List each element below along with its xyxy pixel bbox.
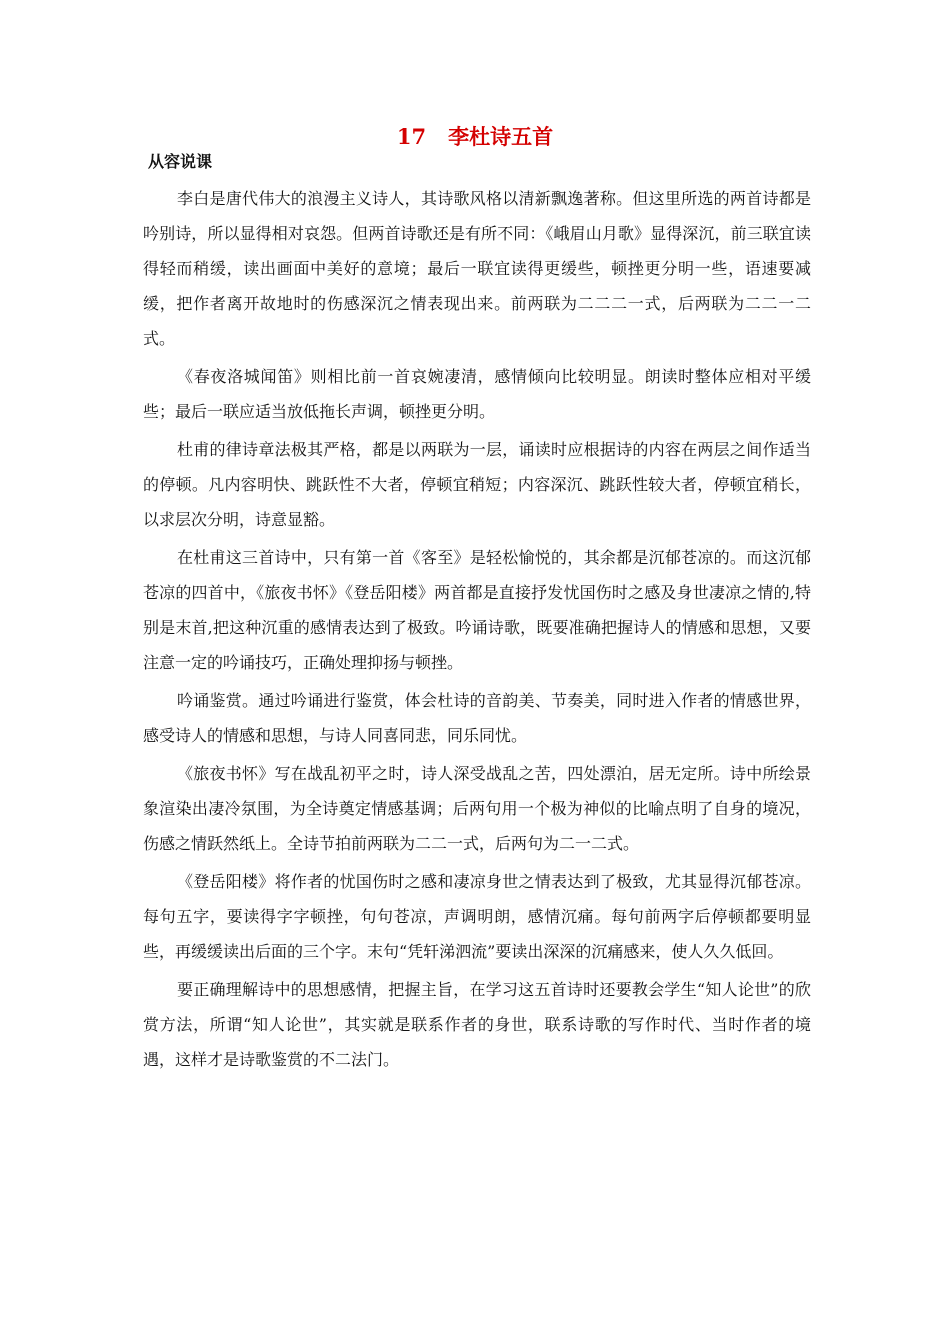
paragraph: 《旅夜书怀》写在战乱初平之时，诗人深受战乱之苦，四处漂泊，居无定所。诗中所绘景象渲染出凄冷氛围，为全诗奠定情感基调；后两句用一个极为神似的比喻点明了自身的境况，伤感之情跃然纸上。全诗节拍前两联为二二一式，后两句为二一二式。 <box>143 764 811 853</box>
document-body <box>143 181 811 1080</box>
paragraph: 要正确理解诗中的思想感情，把握主旨，在学习这五首诗时还要教会学生“知人论世”的欣赏方法，所谓“知人论世”，其实就是联系作者的身世，联系诗歌的写作时代、当时作者的境遇，这样才是诗歌鉴赏的不二法门。 <box>143 980 811 1069</box>
title-number: 17 <box>396 124 427 149</box>
title-text: 李杜诗五首 <box>448 125 554 149</box>
paragraph: 杜甫的律诗章法极其严格，都是以两联为一层，诵读时应根据诗的内容在两层之间作适当的停顿。凡内容明快、跳跃性不大者，停顿宜稍短；内容深沉、跳跃性较大者，停顿宜稍长，以求层次分明，诗意显豁。 <box>143 440 811 529</box>
section-heading: 从容说课 <box>148 152 213 171</box>
paragraph: 李白是唐代伟大的浪漫主义诗人，其诗歌风格以清新飘逸著称。但这里所选的两首诗都是吟别诗，所以显得相对哀怨。但两首诗歌还是有所不同：《峨眉山月歌》显得深沉，前三联宜读得轻而稍缓，读出画面中美好的意境；最后一联宜读得更缓些，顿挫更分明一些，语速要减缓，把作者离开故地时的伤感深沉之情表现出来。前两联为二二二一式，后两联为二二一二式。 <box>143 189 811 348</box>
paragraph: 吟诵鉴赏。通过吟诵进行鉴赏，体会杜诗的音韵美、节奏美，同时进入作者的情感世界，感受诗人的情感和思想，与诗人同喜同悲，同乐同忧。 <box>143 691 811 745</box>
paragraph: 《春夜洛城闻笛》则相比前一首哀婉凄清，感情倾向比较明显。朗读时整体应相对平缓些；最后一联应适当放低拖长声调，顿挫更分明。 <box>143 367 811 421</box>
document-title <box>0 122 950 152</box>
paragraph: 在杜甫这三首诗中，只有第一首《客至》是轻松愉悦的，其余都是沉郁苍凉的。而这沉郁苍凉的四首中，《旅夜书怀》《登岳阳楼》两首都是直接抒发忧国伤时之感及身世凄凉之情的,特别是末首,把这种沉重的感情表达到了极致。吟诵诗歌，既要准确把握诗人的情感和思想，又要注意一定的吟诵技巧，正确处理抑扬与顿挫。 <box>143 548 811 672</box>
paragraph: 《登岳阳楼》将作者的忧国伤时之感和凄凉身世之情表达到了极致，尤其显得沉郁苍凉。每句五字，要读得字字顿挫，句句苍凉，声调明朗，感情沉痛。每句前两字后停顿都要明显些，再缓缓读出后面的三个字。末句“凭轩涕泗流”要读出深深的沉痛感来，使人久久低回。 <box>143 872 811 961</box>
